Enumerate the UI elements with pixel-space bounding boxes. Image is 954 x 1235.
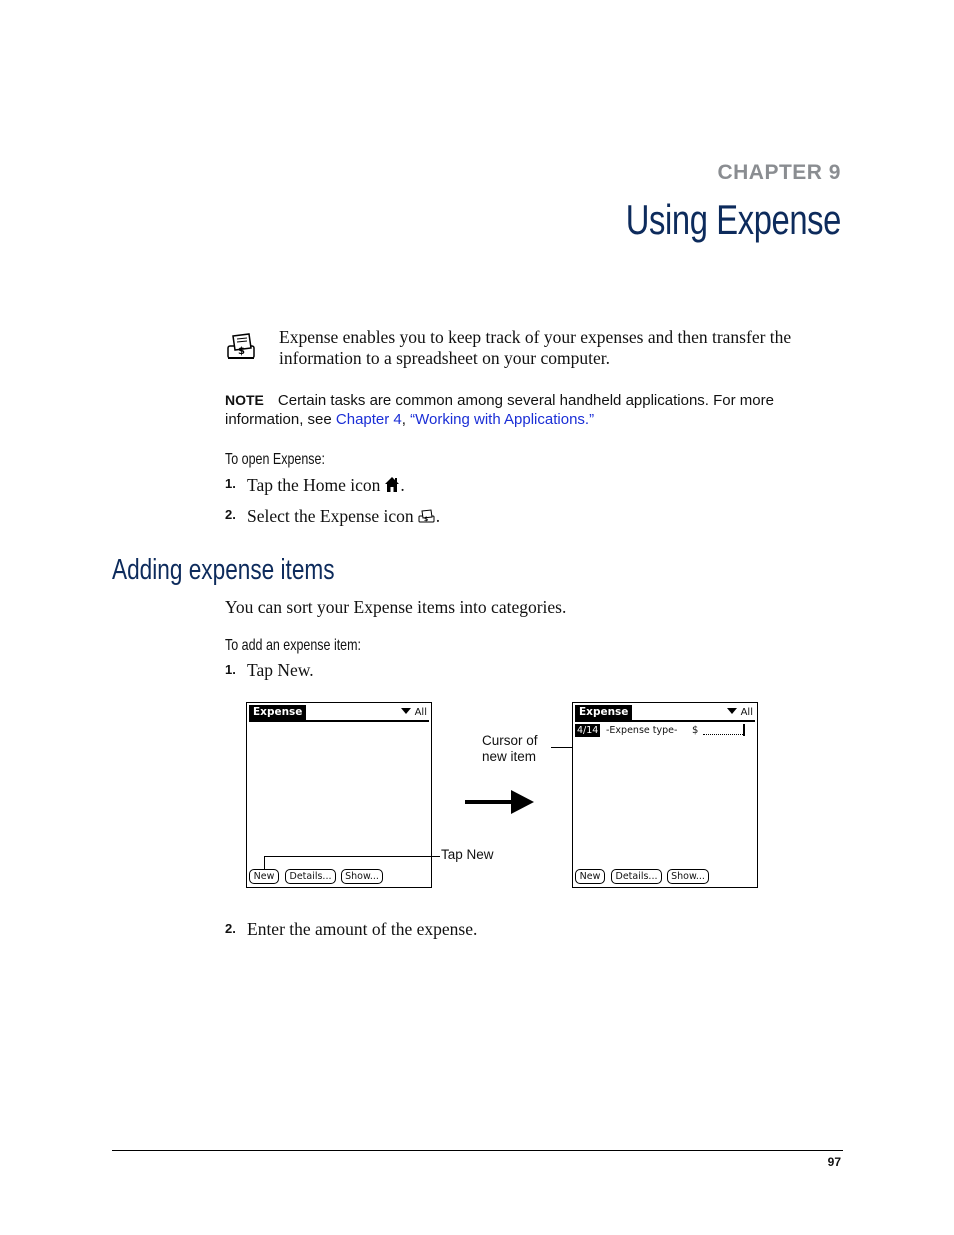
palm-title-bar	[575, 705, 755, 722]
amount-field[interactable]	[703, 734, 743, 735]
step-number: 2.	[225, 507, 236, 522]
callout-line-vertical	[264, 856, 265, 870]
category-label: All	[414, 707, 427, 718]
home-icon	[384, 476, 400, 498]
step-end: .	[435, 506, 441, 526]
section-title: Adding expense items	[112, 554, 335, 586]
category-picker[interactable]	[401, 705, 427, 720]
page-number: 97	[827, 1155, 841, 1169]
show-button[interactable]: Show...	[667, 869, 709, 884]
add-step-2	[225, 920, 236, 938]
expense-type-picker[interactable]: -Expense type-	[606, 725, 678, 736]
show-button[interactable]: Show...	[341, 869, 383, 884]
tap-new-callout: Tap New	[441, 847, 494, 862]
step-number: 2.	[225, 921, 236, 936]
expense-app-icon	[225, 332, 259, 362]
note-label: NOTE	[225, 392, 264, 408]
app-title-tab[interactable]: Expense	[249, 705, 306, 720]
palm-screen-list	[246, 702, 432, 888]
text-cursor	[743, 724, 745, 736]
note-text: Certain tasks are common among several handheld applications. For more information, see	[225, 392, 774, 428]
right-arrow-icon	[465, 788, 535, 821]
app-title-tab[interactable]: Expense	[575, 705, 632, 720]
currency-symbol: $	[692, 725, 699, 736]
add-procedure-heading: To add an expense item:	[225, 637, 361, 654]
open-step-1-text	[247, 475, 405, 498]
step-end: .	[400, 475, 405, 495]
step-number: 1.	[225, 662, 236, 677]
add-step-2-text: Enter the amount of the expense.	[247, 919, 478, 939]
dropdown-triangle-icon	[727, 708, 737, 714]
expense-app-icon	[418, 508, 436, 529]
add-step-1	[225, 661, 236, 679]
category-label: All	[740, 707, 753, 718]
step-text: Tap the Home icon	[247, 475, 381, 495]
open-procedure-heading: To open Expense:	[225, 451, 325, 468]
step-text: Select the Expense icon	[247, 506, 414, 526]
chapter-label: CHAPTER 9	[717, 161, 841, 184]
svg-text:$: $	[238, 346, 245, 357]
details-button[interactable]: Details...	[285, 869, 336, 884]
category-picker[interactable]	[727, 705, 753, 720]
cursor-callout-line2: new item	[482, 749, 537, 764]
dropdown-triangle-icon	[401, 708, 411, 714]
details-button[interactable]: Details...	[611, 869, 662, 884]
open-step-2-text	[247, 506, 440, 529]
palm-screen-new-item	[572, 702, 758, 888]
note-separator: ,	[401, 411, 411, 428]
callout-line-horizontal	[264, 856, 440, 857]
item-date[interactable]: 4/14	[577, 725, 599, 736]
svg-text:$: $	[423, 516, 428, 523]
working-with-applications-link[interactable]: “Working with Applications.”	[410, 411, 595, 428]
cursor-callout-line1: Cursor of	[482, 733, 538, 748]
add-step-1-text: Tap New.	[247, 660, 314, 680]
step-number: 1.	[225, 476, 236, 491]
palm-title-bar	[249, 705, 429, 722]
chapter-title: Using Expense	[625, 196, 841, 243]
open-step-1	[225, 475, 236, 493]
chapter-4-link[interactable]: Chapter 4	[335, 411, 402, 428]
intro-paragraph: Expense enables you to keep track of your expenses and then transfer the information to a spreadsheet on your computer.	[279, 327, 792, 368]
note-paragraph	[225, 391, 845, 429]
new-button[interactable]: New	[249, 869, 279, 884]
footer-rule	[112, 1150, 843, 1151]
new-button[interactable]: New	[575, 869, 605, 884]
section-intro: You can sort your Expense items into categories.	[225, 597, 567, 617]
open-step-2	[225, 506, 236, 524]
